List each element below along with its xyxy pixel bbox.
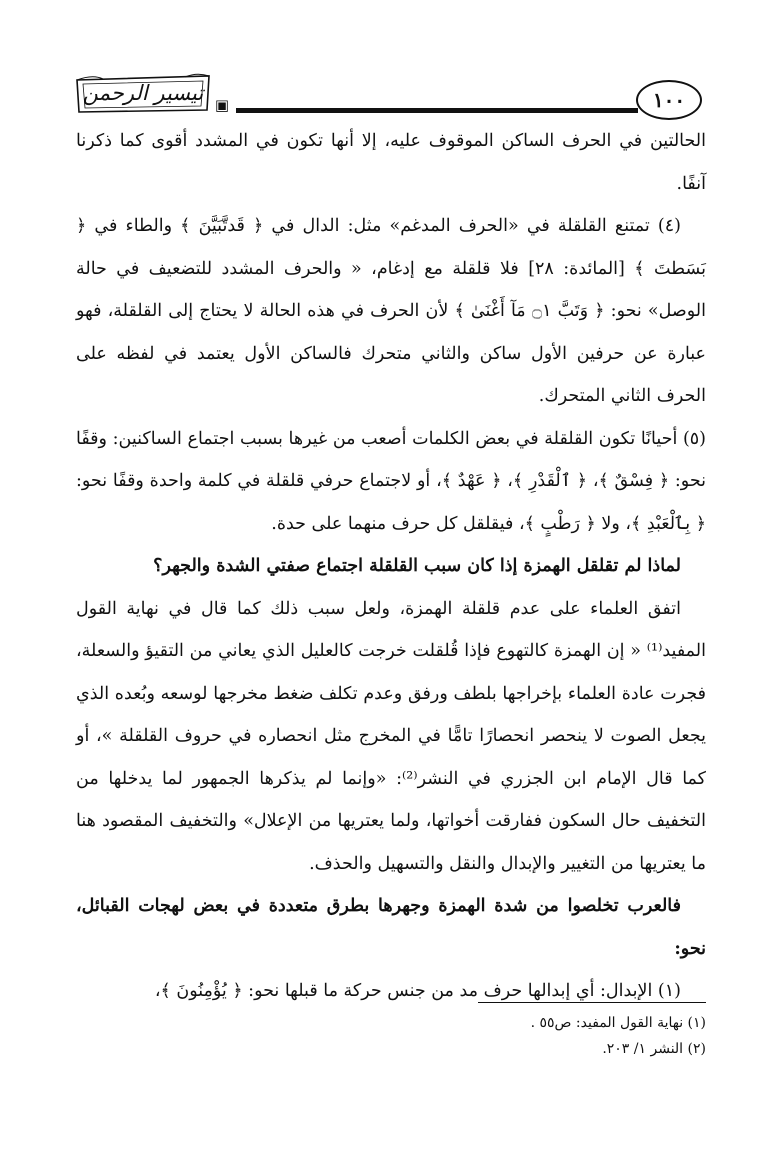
section-heading: لماذا لم تقلقل الهمزة إذا كان سبب القلقلة اجتماع صفتي الشدة والجهر؟ bbox=[153, 556, 681, 576]
footnote: (٢) النشر ١/ ٢٠٣. bbox=[602, 1041, 706, 1057]
footnote: (١) نهاية القول المفيد: ص٥٥ . bbox=[530, 1015, 706, 1031]
paragraph: (٥) أحيانًا تكون القلقلة في بعض الكلمات أصعب من غيرها بسبب اجتماع الساكنين: وقفًا نحو: ﴿ فِسْقٌ ﴾، ﴿ ٱلْقَدْرِ ﴾، ﴿ عَهْدٌ ﴾، أو لاجتماع حرفي قلقلة في كلمة واحدة وقفًا نحو: ﴿ بِٱلْعَبْدِ ﴾، ولا ﴿ رَطْبٍ ﴾، فيقلقل كل حرف منهما على حدة. bbox=[76, 428, 706, 534]
footnote-divider bbox=[478, 1002, 706, 1003]
paragraph: الحالتين في الحرف الساكن الموقوف عليه، إلا أنها تكون في المشدد أقوى كما ذكرنا آنفًا. bbox=[76, 131, 706, 194]
book-title-banner bbox=[73, 72, 213, 114]
page-number: ١٠٠ bbox=[636, 80, 702, 120]
page-header bbox=[0, 0, 782, 130]
header-rule bbox=[236, 108, 638, 113]
book-title: تيسير الرحمن bbox=[82, 81, 204, 105]
book-icon: ▣ bbox=[214, 96, 230, 114]
paragraph: (٤) تمتنع القلقلة في «الحرف المدغم» مثل: الدال في ﴿ قَدتَّبَيَّنَ ﴾ والطاء في ﴿ بَسَطتَ ﴾ [المائدة: ٢٨] فلا قلقلة مع إدغام، « والحرف المشدد للتضعيف في حالة الوصل» نحو: ﴿ وَتَبَّ ۝١ مَآ أَغْنَىٰ ﴾ لأن الحرف في هذه الحالة لا يحتاج إلى القلقلة، فهو عبارة عن حرفين الأول ساكن والثاني متحرك فالساكن الأول يعتمد في لفظه على الحرف الثاني المتحرك. bbox=[76, 216, 707, 406]
footnotes bbox=[76, 1010, 706, 1062]
paragraph: اتفق العلماء على عدم قلقلة الهمزة، ولعل سبب ذلك كما قال في نهاية القول المفيد⁽¹⁾ « إن الهمزة كالتهوع فإذا قُلقلت خرجت كالعليل الذي يعاني من التقيؤ والسعلة، فجرت عادة العلماء بإخراجها بلطف ورفق وعدم تكلف ضغط مخرجها لوسعه وبُعده الذي يجعل الصوت لا ينحصر انحصارًا تامًّا في المخرج مثل انحصاره في حروف القلقلة »، أو كما قال الإمام ابن الجزري في النشر⁽²⁾: «وإنما لم يذكرها الجمهور لما يدخلها من التخفيف حال السكون ففارقت أخواتها، ولما يعتريها من الإعلال» والتخفيف المقصود هنا ما يعتريها من التغيير والإبدال والنقل والتسهيل والحذف. bbox=[76, 598, 707, 874]
paragraph: (١) الإبدال: أي إبدالها حرف مد من جنس حركة ما قبلها نحو: ﴿ يُؤْمِنُونَ ﴾، bbox=[154, 981, 681, 1001]
section-heading: فالعرب تخلصوا من شدة الهمزة وجهرها بطرق متعددة في بعض لهجات القبائل، نحو: bbox=[76, 896, 706, 959]
main-text bbox=[76, 120, 706, 1013]
